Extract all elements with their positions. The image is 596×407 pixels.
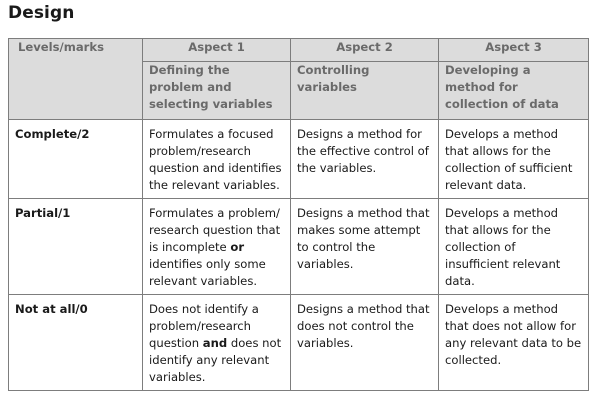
criterion-text: Does not identify a problem/research question [149,302,259,350]
criterion-text: Designs a method that does not control the variables. [297,302,430,350]
criterion-cell [439,199,589,295]
emphasis-and: and [202,336,228,350]
criterion-cell [439,120,589,199]
level-label: Complete/2 [9,120,143,199]
level-label: Partial/1 [9,199,143,295]
aspect-2-description: Controlling variables [291,62,439,120]
aspect-3-description: Developing a method for collection of data [439,62,589,120]
aspect-1-description: Defining the problem and selecting variables [143,62,291,120]
criterion-cell [143,120,291,199]
criterion-text: Formulates a problem/ research question that is incomplete [149,206,281,254]
table-row [9,295,589,391]
criterion-text: does not identify any relevant variables. [149,336,282,384]
criterion-cell [143,295,291,391]
criterion-text: identifies only some relevant variables. [149,257,266,288]
criterion-text: Develops a method that allows for the collection of sufficient relevant data. [445,127,573,192]
table-header-row [9,39,589,62]
page-title: Design [8,3,75,23]
criterion-text: Designs a method for the effective control of the variables. [297,127,429,175]
emphasis-or: or [230,240,245,254]
criterion-cell [439,295,589,391]
levels-marks-header: Levels/marks [9,39,143,120]
criterion-text: Formulates a focused problem/research question and identifies the relevant variables. [149,127,282,192]
aspect-3-header: Aspect 3 [439,39,589,62]
criterion-cell [291,295,439,391]
criterion-text: Designs a method that makes some attempt to control the variables. [297,206,430,271]
aspect-1-header: Aspect 1 [143,39,291,62]
aspect-2-header: Aspect 2 [291,39,439,62]
table-row [9,199,589,295]
design-rubric-table [8,38,589,391]
criterion-cell [143,199,291,295]
table-row [9,120,589,199]
criterion-cell [291,120,439,199]
criterion-text: Develops a method that allows for the collection of insufficient relevant data. [445,206,561,288]
level-label: Not at all/0 [9,295,143,391]
criterion-text: Develops a method that does not allow for any relevant data to be collected. [445,302,582,367]
criterion-cell [291,199,439,295]
